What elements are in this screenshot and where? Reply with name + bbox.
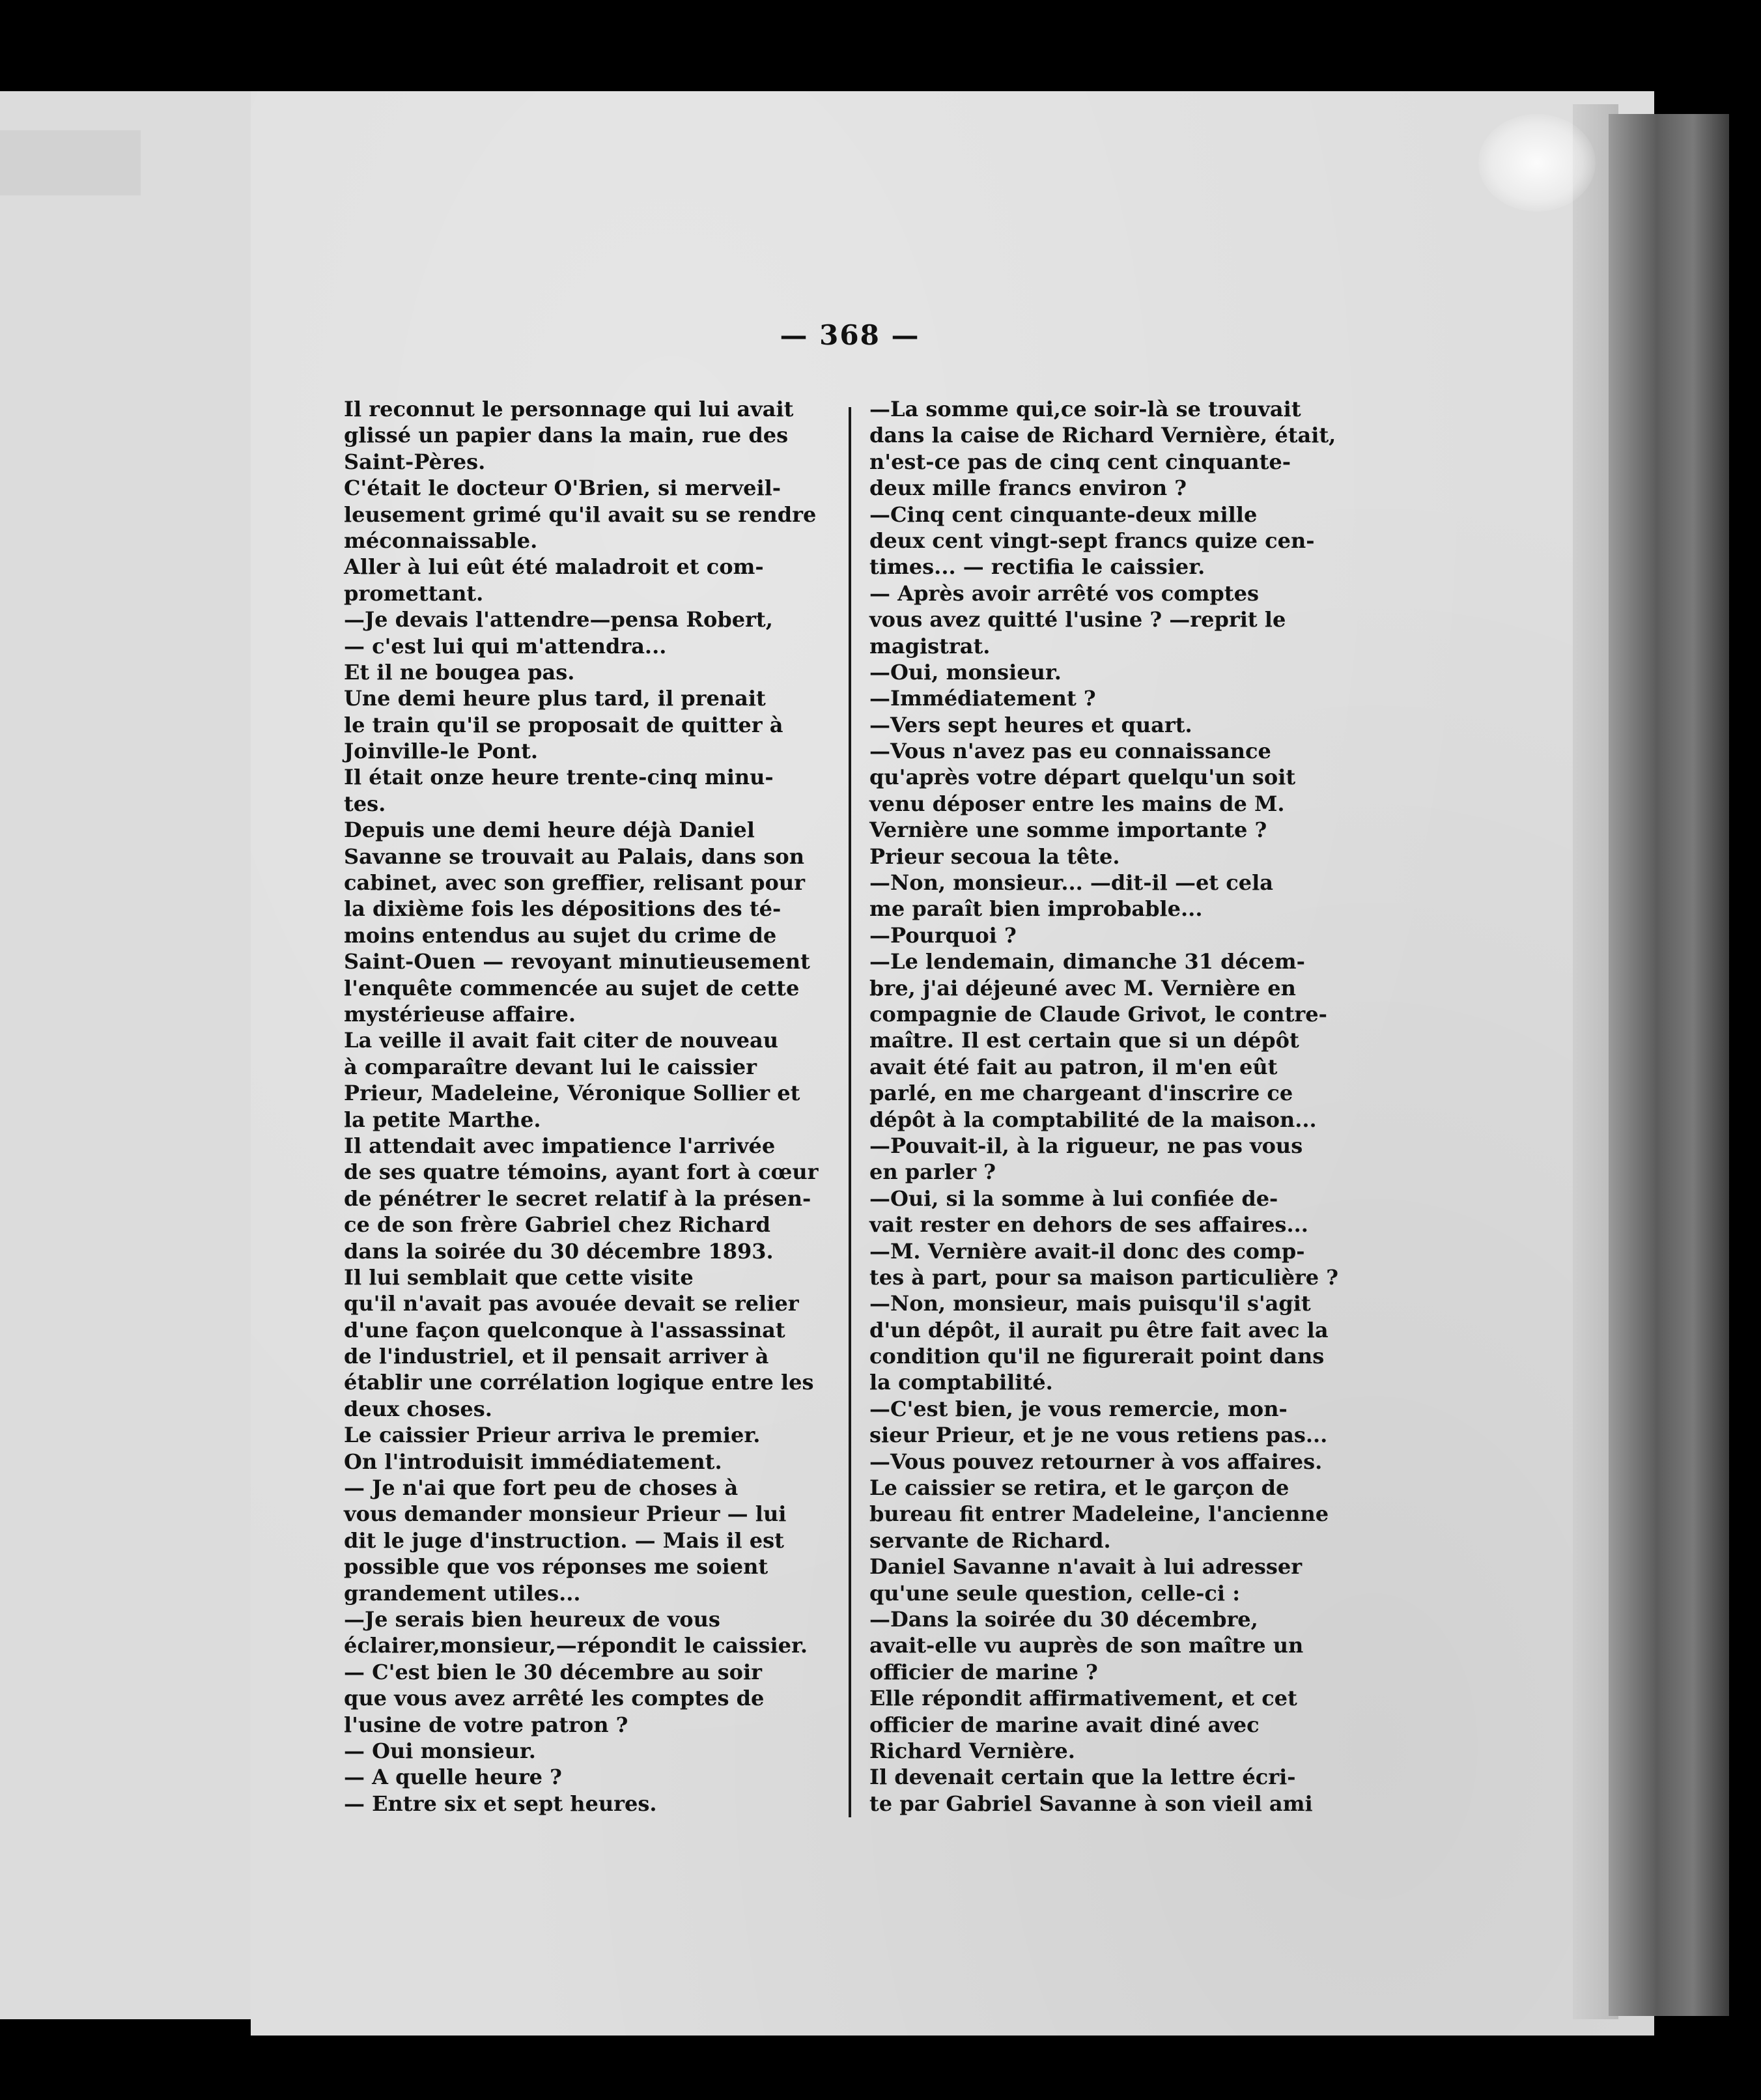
text-line: dépôt à la comptabilité de la maison... bbox=[869, 1107, 1317, 1132]
text-line: la comptabilité. bbox=[869, 1370, 1053, 1395]
text-line: mystérieuse affaire. bbox=[344, 1001, 576, 1027]
text-line: —Cinq cent cinquante-deux mille bbox=[869, 502, 1258, 527]
text-line: dans la caise de Richard Vernière, était, bbox=[869, 423, 1336, 448]
text-line: n'est-ce pas de cinq cent cinquante- bbox=[869, 449, 1291, 474]
text-line: Depuis une demi heure déjà Daniel bbox=[344, 817, 755, 843]
text-line: de pénétrer le secret relatif à la présen- bbox=[344, 1185, 811, 1211]
text-line: Saint-Pères. bbox=[344, 449, 486, 474]
text-line: La veille il avait fait citer de nouveau bbox=[344, 1028, 778, 1053]
text-column-right bbox=[869, 396, 1364, 1817]
text-line: vous avez quitté l'usine ? —reprit le bbox=[869, 607, 1286, 632]
text-line: la dixième fois les dépositions des té- bbox=[344, 896, 782, 922]
text-line: Une demi heure plus tard, il prenait bbox=[344, 686, 766, 711]
text-line: Saint-Ouen — revoyant minutieusement bbox=[344, 949, 810, 974]
text-line: te par Gabriel Savanne à son vieil ami bbox=[869, 1791, 1313, 1816]
text-line: Joinville-le Pont. bbox=[344, 739, 538, 764]
text-line: leusement grimé qu'il avait su se rendre bbox=[344, 502, 817, 527]
text-line: venu déposer entre les mains de M. bbox=[869, 791, 1285, 816]
text-line: times... — rectifia le caissier. bbox=[869, 554, 1205, 580]
text-line: qu'il n'avait pas avouée devait se relier bbox=[344, 1291, 799, 1316]
text-line: Prieur, Madeleine, Véronique Sollier et bbox=[344, 1081, 800, 1106]
text-line: —Pourquoi ? bbox=[869, 922, 1017, 948]
text-line: C'était le docteur O'Brien, si merveil- bbox=[344, 475, 782, 501]
text-line: vous demander monsieur Prieur — lui bbox=[344, 1501, 787, 1527]
binding-shadow bbox=[1609, 114, 1729, 2016]
text-line: vait rester en dehors de ses affaires... bbox=[869, 1212, 1308, 1238]
text-line: compagnie de Claude Grivot, le contre- bbox=[869, 1001, 1327, 1027]
text-line: Et il ne bougea pas. bbox=[344, 659, 575, 685]
text-line: condition qu'il ne figurerait point dans bbox=[869, 1344, 1325, 1369]
text-line: tes à part, pour sa maison particulière ? bbox=[869, 1264, 1339, 1290]
text-line: moins entendus au sujet du crime de bbox=[344, 922, 777, 948]
text-line: l'enquête commencée au sujet de cette bbox=[344, 975, 800, 1000]
text-line: officier de marine avait diné avec bbox=[869, 1712, 1260, 1737]
text-line: Savanne se trouvait au Palais, dans son bbox=[344, 844, 804, 869]
text-line: bre, j'ai déjeuné avec M. Vernière en bbox=[869, 975, 1296, 1000]
text-line: qu'une seule question, celle-ci : bbox=[869, 1580, 1240, 1606]
text-line: — c'est lui qui m'attendra... bbox=[344, 633, 667, 659]
left-page-top-strip bbox=[0, 130, 141, 195]
text-line: — Entre six et sept heures. bbox=[344, 1791, 657, 1816]
text-line: de ses quatre témoins, ayant fort à cœur bbox=[344, 1159, 819, 1185]
text-line: —Dans la soirée du 30 décembre, bbox=[869, 1606, 1258, 1632]
text-line: —Le lendemain, dimanche 31 décem- bbox=[869, 949, 1305, 974]
text-line: Il reconnut le personnage qui lui avait bbox=[344, 397, 794, 421]
text-column-left bbox=[344, 396, 839, 1817]
scan-border-bottom bbox=[0, 2036, 1761, 2100]
text-line: —Vers sept heures et quart. bbox=[869, 712, 1192, 737]
text-line: — A quelle heure ? bbox=[344, 1765, 562, 1790]
left-facing-page bbox=[0, 91, 255, 2019]
text-line: à comparaître devant lui le caissier bbox=[344, 1054, 757, 1079]
text-line: avait été fait au patron, il m'en eût bbox=[869, 1054, 1278, 1079]
text-line: — Je n'ai que fort peu de choses à bbox=[344, 1475, 739, 1501]
text-line: possible que vos réponses me soient bbox=[344, 1554, 768, 1580]
text-line: deux mille francs environ ? bbox=[869, 475, 1187, 501]
text-line: sieur Prieur, et je ne vous retiens pas... bbox=[869, 1423, 1328, 1448]
text-line: établir une corrélation logique entre les bbox=[344, 1370, 814, 1395]
text-line: Elle répondit affirmativement, et cet bbox=[869, 1686, 1297, 1711]
text-line: —M. Vernière avait-il donc des comp- bbox=[869, 1238, 1305, 1264]
text-line: qu'après votre départ quelqu'un soit bbox=[869, 765, 1296, 790]
text-line: Vernière une somme importante ? bbox=[869, 817, 1267, 843]
text-line: On l'introduisit immédiatement. bbox=[344, 1449, 722, 1474]
text-line: parlé, en me chargeant d'inscrire ce bbox=[869, 1081, 1293, 1106]
text-line: Daniel Savanne n'avait à lui adresser bbox=[869, 1554, 1303, 1580]
text-line: — Oui monsieur. bbox=[344, 1738, 536, 1763]
text-line: Le caissier se retira, et le garçon de bbox=[869, 1475, 1289, 1501]
text-line: deux choses. bbox=[344, 1396, 492, 1421]
text-line: Le caissier Prieur arriva le premier. bbox=[344, 1423, 761, 1448]
text-line: magistrat. bbox=[869, 633, 991, 659]
text-line: cabinet, avec son greffier, relisant pour bbox=[344, 870, 806, 896]
text-line: —Non, monsieur... —dit-il —et cela bbox=[869, 870, 1273, 896]
text-line: —Je devais l'attendre—pensa Robert, bbox=[344, 607, 773, 632]
paper-stain bbox=[1478, 114, 1596, 212]
text-line: —Oui, si la somme à lui confiée de- bbox=[869, 1185, 1278, 1211]
text-line: glissé un papier dans la main, rue des bbox=[344, 423, 789, 448]
text-line: maître. Il est certain que si un dépôt bbox=[869, 1028, 1299, 1053]
text-line: promettant. bbox=[344, 580, 484, 606]
text-line: deux cent vingt-sept francs quize cen- bbox=[869, 528, 1315, 553]
text-line: la petite Marthe. bbox=[344, 1107, 541, 1132]
text-line: —Oui, monsieur. bbox=[869, 659, 1062, 685]
text-line: — C'est bien le 30 décembre au soir bbox=[344, 1659, 763, 1684]
text-line: tes. bbox=[344, 791, 386, 816]
text-line: Aller à lui eût été maladroit et com- bbox=[344, 554, 764, 580]
text-line: me paraît bien improbable... bbox=[869, 896, 1203, 922]
text-line: que vous avez arrêté les comptes de bbox=[344, 1686, 765, 1711]
text-line: avait-elle vu auprès de son maître un bbox=[869, 1633, 1304, 1658]
text-line: grandement utiles... bbox=[344, 1580, 581, 1606]
text-line: bureau fit entrer Madeleine, l'ancienne bbox=[869, 1501, 1329, 1527]
text-line: officier de marine ? bbox=[869, 1659, 1098, 1684]
text-line: Il devenait certain que la lettre écri- bbox=[869, 1765, 1296, 1790]
text-line: —C'est bien, je vous remercie, mon- bbox=[869, 1396, 1288, 1421]
text-line: —Immédiatement ? bbox=[869, 686, 1096, 711]
text-line: Il attendait avec impatience l'arrivée bbox=[344, 1133, 776, 1158]
text-line: — Après avoir arrêté vos comptes bbox=[869, 580, 1259, 606]
text-line: —Vous n'avez pas eu connaissance bbox=[869, 739, 1271, 764]
text-line: en parler ? bbox=[869, 1159, 996, 1185]
text-line: Richard Vernière. bbox=[869, 1738, 1075, 1763]
text-line: éclairer,monsieur,—répondit le caissier. bbox=[344, 1633, 808, 1658]
text-line: dans la soirée du 30 décembre 1893. bbox=[344, 1238, 774, 1264]
column-divider bbox=[849, 407, 851, 1817]
text-line: le train qu'il se proposait de quitter à bbox=[344, 712, 783, 737]
text-line: méconnaissable. bbox=[344, 528, 538, 553]
text-line: —La somme qui,ce soir-là se trouvait bbox=[869, 397, 1301, 421]
text-line: ce de son frère Gabriel chez Richard bbox=[344, 1212, 770, 1238]
text-line: Il était onze heure trente-cinq minu- bbox=[344, 765, 774, 790]
text-line: dit le juge d'instruction. — Mais il est bbox=[344, 1527, 784, 1553]
text-line: —Je serais bien heureux de vous bbox=[344, 1606, 720, 1632]
text-line: —Pouvait-il, à la rigueur, ne pas vous bbox=[869, 1133, 1303, 1158]
text-line: —Vous pouvez retourner à vos affaires. bbox=[869, 1449, 1323, 1474]
text-line: d'un dépôt, il aurait pu être fait avec la bbox=[869, 1317, 1329, 1342]
page-number: — 368 — bbox=[780, 319, 920, 351]
text-line: Prieur secoua la tête. bbox=[869, 844, 1120, 869]
text-line: servante de Richard. bbox=[869, 1527, 1111, 1553]
text-line: Il lui semblait que cette visite bbox=[344, 1264, 694, 1290]
text-line: —Non, monsieur, mais puisqu'il s'agit bbox=[869, 1291, 1311, 1316]
text-line: l'usine de votre patron ? bbox=[344, 1712, 628, 1737]
text-line: de l'industriel, et il pensait arriver à bbox=[344, 1344, 769, 1369]
text-line: d'une façon quelconque à l'assassinat bbox=[344, 1317, 785, 1342]
